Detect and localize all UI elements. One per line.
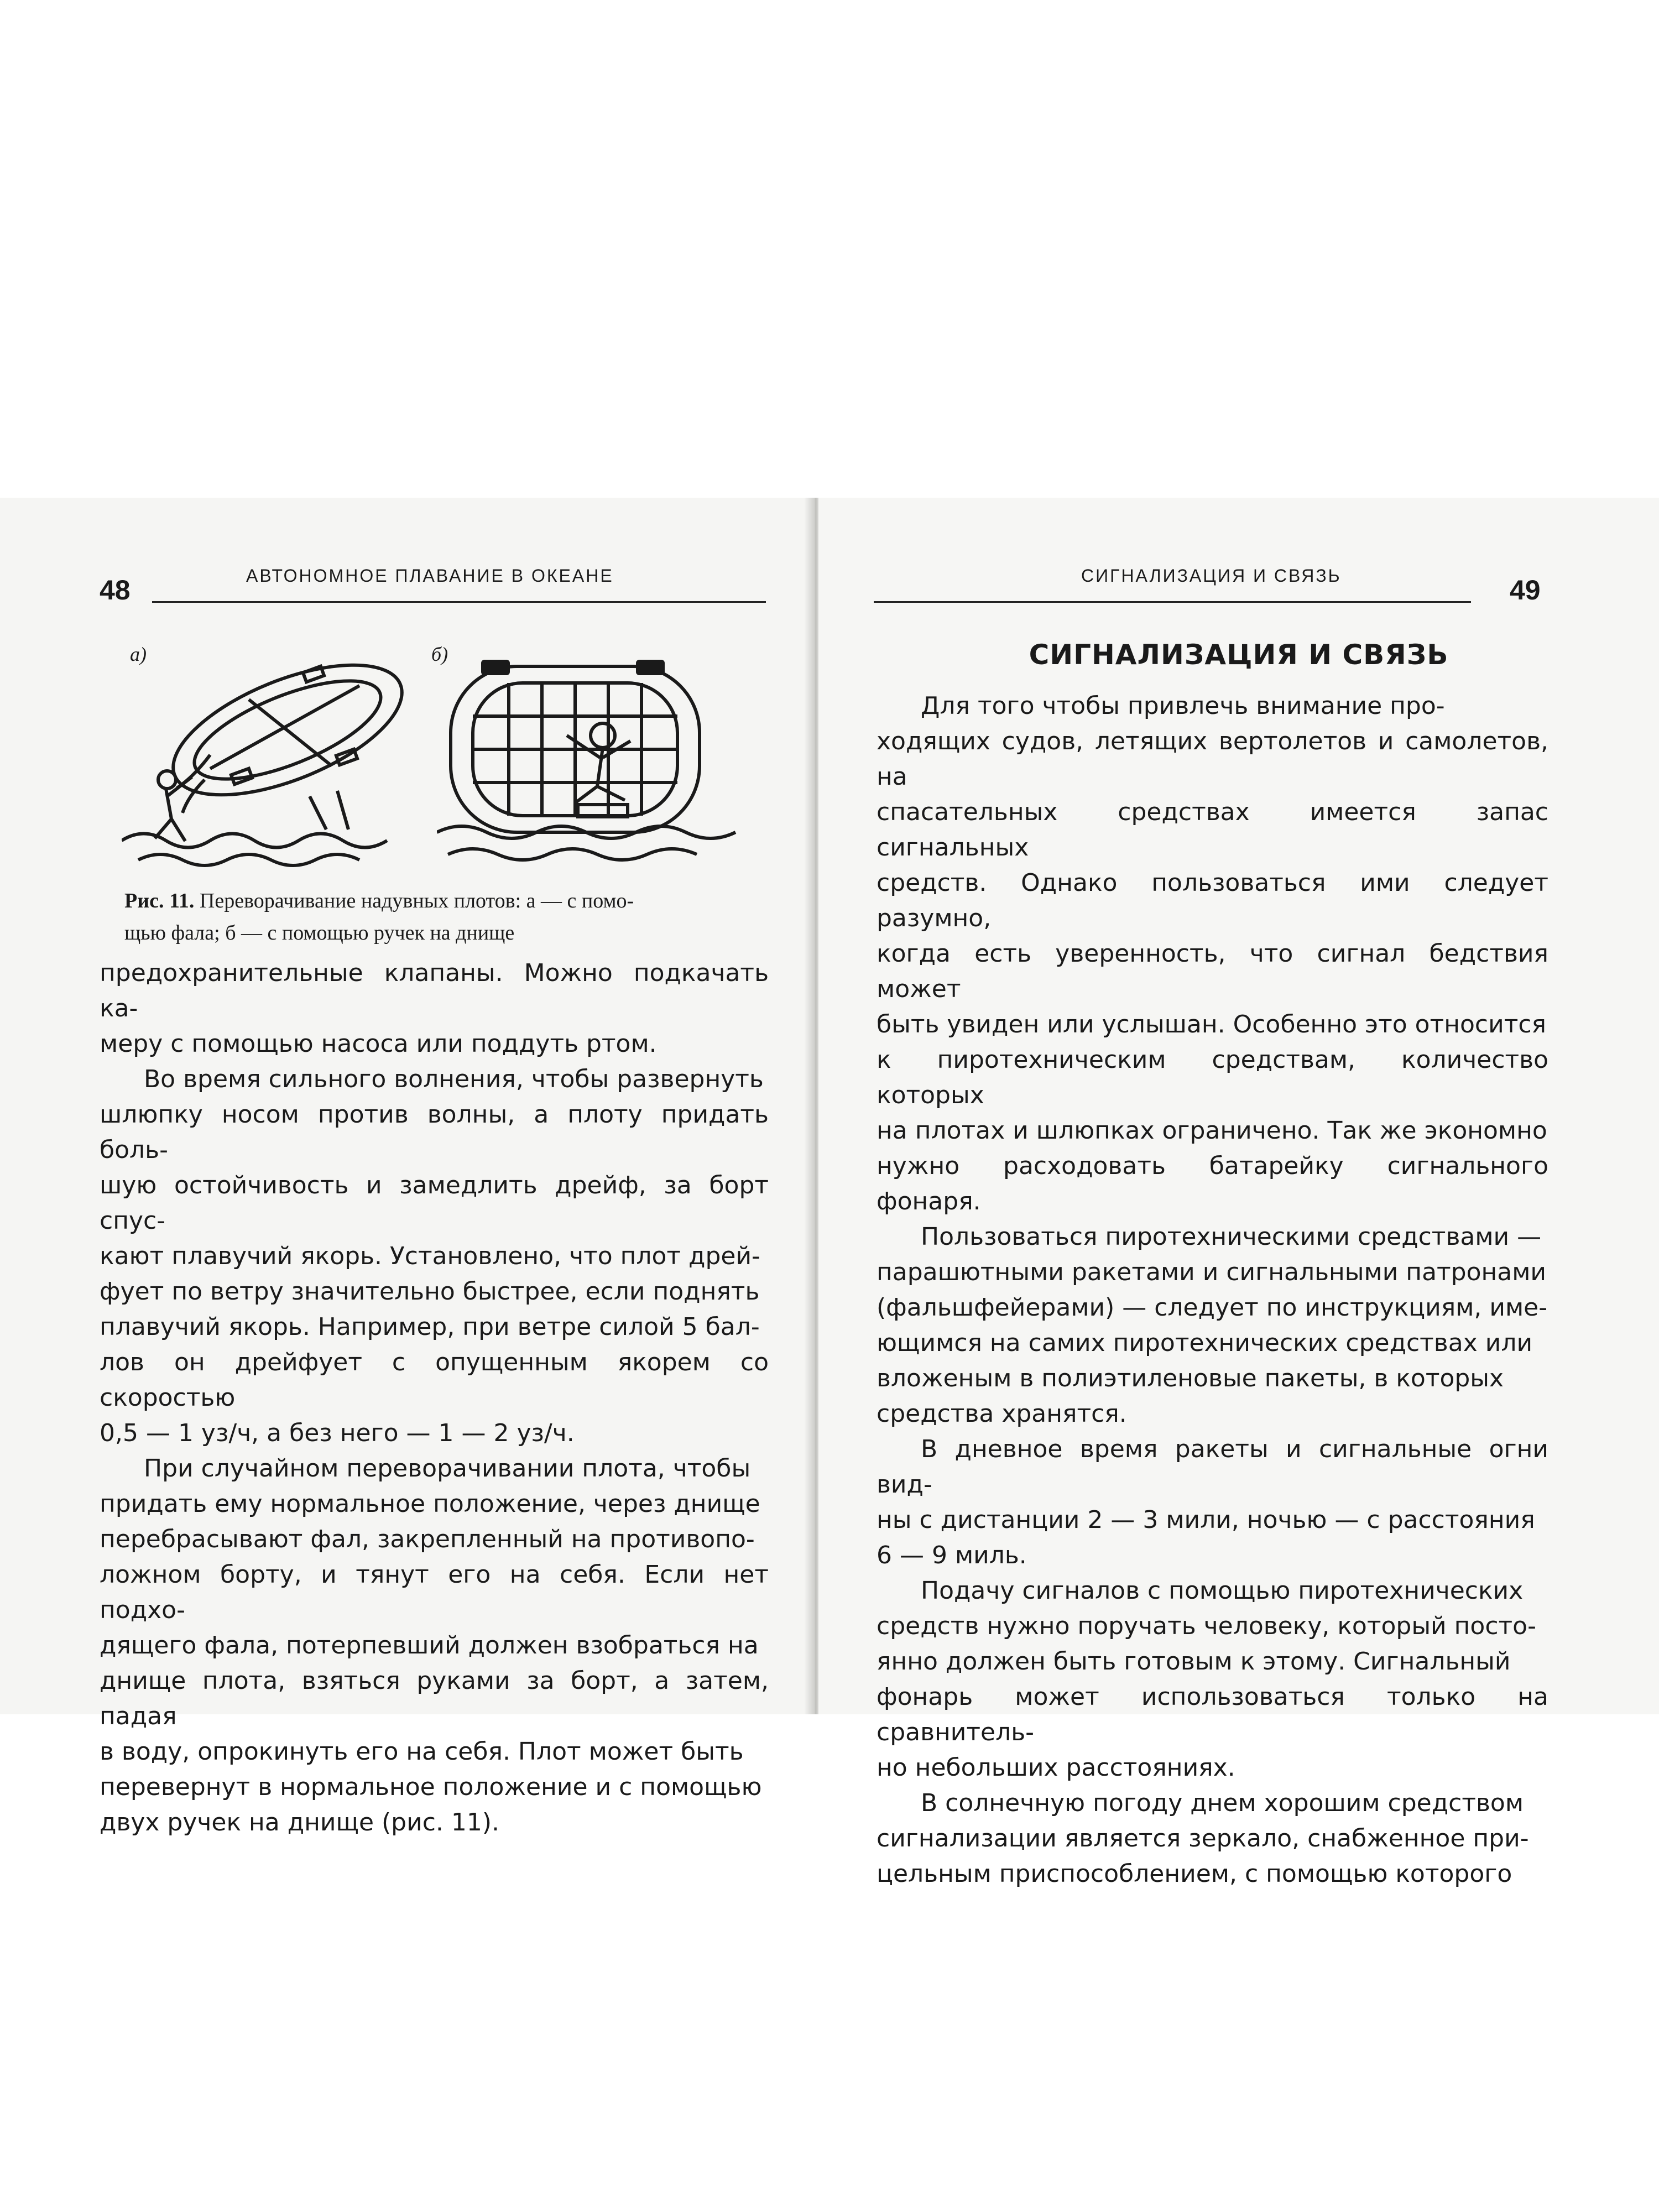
right-head-rule — [874, 601, 1471, 603]
left-paragraph-3: При случайном переворачивании плота, чтобы придать ему нормальное положение, через днище перебрасывают фал, закрепленный на противопо- ложном борту, и тянут его на себя. Если нет подхо- дящего фала, потерпевший должен взобраться на днище плота, взяться руками за борт, а затем, падая в воду, опрокинуть его на себя. Плот может быть перевернут в нормальное положение и с помощью двух ручек на днище (рис. 11). — [100, 1454, 769, 1837]
left-paragraph-2: Во время сильного волнения, чтобы развернуть шлюпку носом против волны, а плоту придать боль- шую остойчивость и замедлить дрейф, за борт спус- кают плавучий якорь. Установлено, что плот дрей- фует по ветру значительно быстрее, если поднять плавучий якорь. Например, при ветре силой 5 бал- лов он дрейфует с опущенным якорем со скоростью 0,5 — 1 уз/ч, а без него — 1 — 2 уз/ч. — [100, 1065, 769, 1447]
left-page-number: 48 — [100, 575, 131, 606]
left-head-rule — [152, 601, 766, 603]
figure-label-a: а) — [130, 643, 147, 665]
left-running-head: АВТОНОМНОЕ ПЛАВАНИЕ В ОКЕАНЕ — [246, 566, 614, 586]
right-paragraph-1: Для того чтобы привлечь внимание про- ходящих судов, летящих вертолетов и самолетов, на спасательных средствах имеется запас сигнальных средств. Однако пользоваться ими следует разумно, когда есть уверенность, что сигнал бедствия может быть увиден или услышан. Особенно это относится к пиротехническим средствам, количество которых на плотах и шлюпках ограничено. Так же экономно нужно расходовать батарейку сигнального фонаря. — [877, 692, 1548, 1215]
right-page-number: 49 — [1510, 575, 1541, 606]
left-paragraph-1: предохранительные клапаны. Можно подкачать ка- меру с помощью насоса или поддуть ртом. — [100, 959, 769, 1058]
figure-b-illustration — [437, 650, 747, 871]
right-body-text — [877, 688, 1548, 1892]
right-running-head: СИГНАЛИЗАЦИЯ И СВЯЗЬ — [1081, 566, 1342, 586]
figure-caption — [124, 885, 766, 949]
figure-caption-line-1: Переворачивание надувных плотов: а — с помо- — [199, 889, 634, 912]
left-page — [0, 498, 810, 1837]
figure-label-b: б) — [431, 643, 448, 665]
figure-caption-prefix: Рис. 11. — [124, 889, 195, 912]
right-paragraph-5: В солнечную погоду днем хорошим средством сигнализации является зеркало, снабженное при- цельным приспособлением, с помощью которого — [877, 1789, 1529, 1888]
section-title: СИГНАЛИЗАЦИЯ И СВЯЗЬ — [1029, 639, 1449, 671]
right-paragraph-4: Подачу сигналов с помощью пиротехнических средств нужно поручать человеку, который посто- янно должен быть готовым к этому. Сигнальный фонарь может использоваться только на сравнитель- но небольших расстояниях. — [877, 1577, 1548, 1782]
right-paragraph-2: Пользоваться пиротехническими средствами — парашютными ракетами и сигнальными патронами (фальшфейерами) — следует по инструкциям, име- ющимся на самих пиротехнических средствах или вложеным в полиэтиленовые пакеты, в которых средства хранятся. — [877, 1223, 1548, 1428]
left-body-text — [100, 956, 769, 1840]
figure-a-illustration — [122, 647, 409, 868]
right-paragraph-3: В дневное время ракеты и сигнальные огни вид- ны с дистанции 2 — 3 мили, ночью — с расстояния 6 — 9 миль. — [877, 1435, 1548, 1569]
book-spread — [0, 498, 1659, 1888]
figure-caption-line-2: щью фала; б — с помощью ручек на днище — [124, 921, 515, 945]
